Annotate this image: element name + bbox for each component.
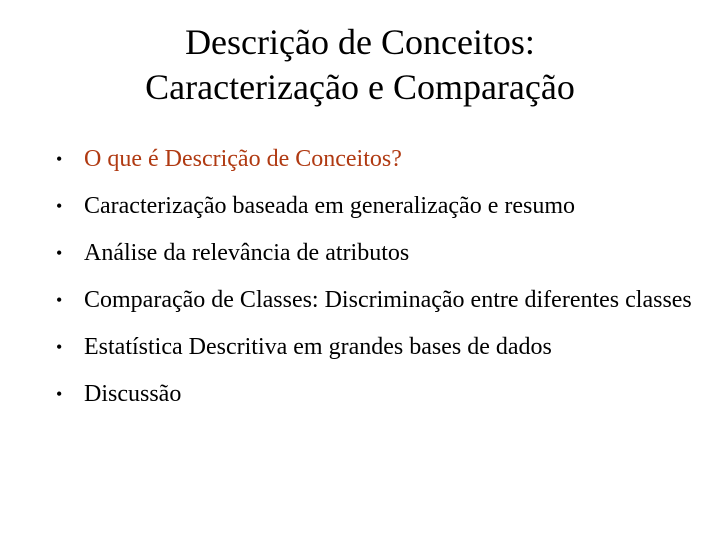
bullet-icon: • <box>56 149 63 169</box>
bullet-icon: • <box>56 243 63 263</box>
title-line-1: Descrição de Conceitos: <box>185 22 535 62</box>
bullet-item-what-is <box>56 140 696 178</box>
bullet-text: Análise da relevância de atributos <box>84 240 410 266</box>
bullet-item-caracterizacao <box>56 187 696 225</box>
bullet-icon: • <box>56 384 63 404</box>
bullet-text: Discussão <box>84 381 182 407</box>
bullet-text: Comparação de Classes: Discriminação entre diferentes classes <box>84 287 692 313</box>
bullet-text: Caracterização baseada em generalização e resumo <box>84 193 576 219</box>
bullet-item-discussao <box>56 375 696 413</box>
bullet-list <box>56 140 696 422</box>
bullet-icon: • <box>56 196 63 216</box>
bullet-icon: • <box>56 337 63 357</box>
bullet-text: Estatística Descritiva em grandes bases de dados <box>84 334 552 360</box>
bullet-item-comparacao <box>56 281 696 319</box>
bullet-item-estatistica <box>56 328 696 366</box>
bullet-item-analise <box>56 234 696 272</box>
bullet-icon: • <box>56 290 63 310</box>
title-line-2: Caracterização e Comparação <box>145 67 575 107</box>
slide-title <box>40 20 680 110</box>
bullet-text: O que é Descrição de Conceitos? <box>84 146 402 172</box>
